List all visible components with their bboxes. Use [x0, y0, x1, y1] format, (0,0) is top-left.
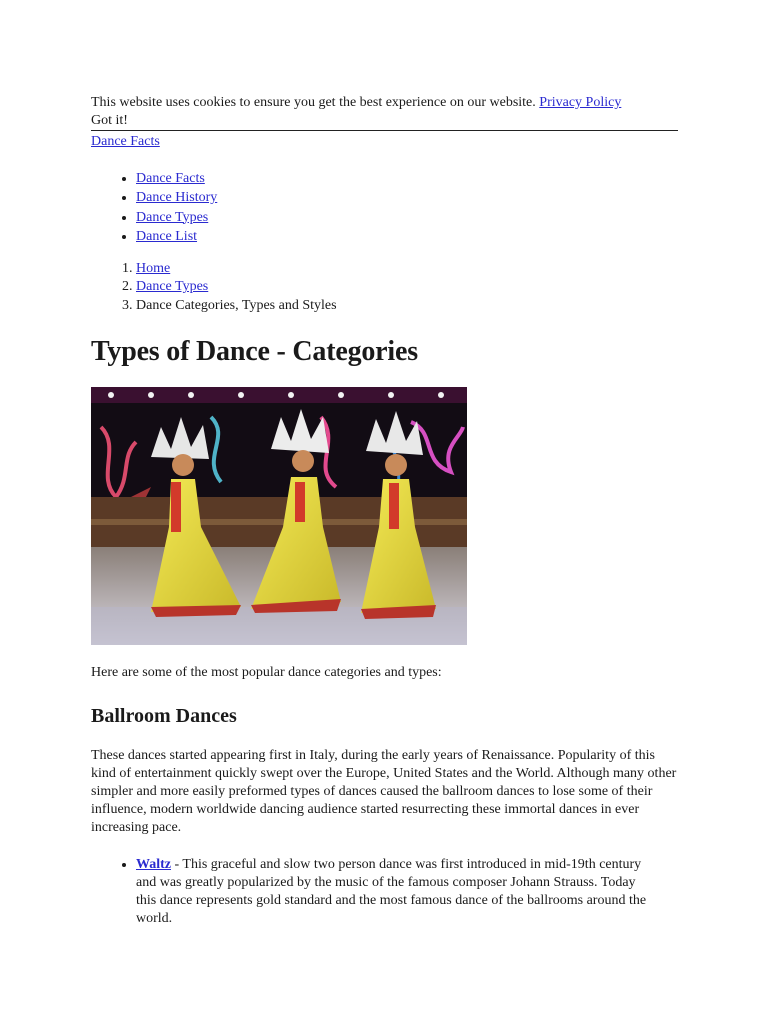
section-heading-ballroom: Ballroom Dances	[91, 705, 237, 728]
nav-item-dance-facts	[136, 169, 681, 188]
dance-list	[91, 856, 681, 928]
page	[91, 94, 681, 928]
breadcrumb-link-dance-types[interactable]: Dance Types	[136, 279, 209, 295]
dancers-photo	[91, 387, 467, 645]
nav-link-dance-types[interactable]: Dance Types	[136, 209, 209, 225]
nav-item-dance-list	[136, 227, 681, 246]
nav-item-dance-types	[136, 208, 681, 227]
breadcrumb-item-dance-types	[136, 278, 681, 296]
page-title: Types of Dance - Categories	[91, 336, 418, 368]
dancers-illustration	[91, 387, 467, 645]
nav-link-dance-facts[interactable]: Dance Facts	[136, 171, 205, 186]
cookie-banner	[91, 94, 678, 131]
cookie-accept-button[interactable]: Got it!	[91, 113, 128, 128]
nav-item-dance-history	[136, 188, 681, 207]
breadcrumb-item-home	[136, 260, 681, 278]
breadcrumb-item-current: 3. Dance Categories, Types and Styles	[136, 297, 681, 315]
nav-link-dance-history[interactable]: Dance History	[136, 190, 218, 206]
site-title-link[interactable]: Dance Facts	[91, 134, 160, 149]
dance-description-waltz: - This graceful and slow two person dance was first introduced in mid-19th century and was greatly popularized by the music of the famous composer Johann Strauss. Today this dance represents gold standard and the most famous dance of the ballrooms around the world.	[136, 857, 647, 927]
dance-item-waltz	[136, 856, 656, 928]
breadcrumb	[91, 260, 681, 315]
cookie-line	[91, 94, 678, 112]
dance-link-waltz[interactable]: Waltz	[136, 857, 171, 873]
cookie-message: This website uses cookies to ensure you get the best experience on our website.	[91, 95, 536, 110]
main-nav	[91, 169, 681, 246]
breadcrumb-link-home[interactable]: Home	[136, 261, 171, 277]
ballroom-description: These dances started appearing first in Italy, during the early years of Renaissance. Popularity of this kind of entertainment quickly swept over the Europe, United States and the World. Although many other simpler and more easily preformed types of dances caused the ballroom dances to lose some of their influence, modern worldwide dancing audience started resurrecting these immortal dances in ever increasing pace.	[91, 748, 677, 836]
privacy-policy-link[interactable]: Privacy Policy	[539, 95, 622, 110]
intro-text: Here are some of the most popular dance categories and types:	[91, 665, 442, 681]
nav-link-dance-list[interactable]: Dance List	[136, 228, 198, 244]
